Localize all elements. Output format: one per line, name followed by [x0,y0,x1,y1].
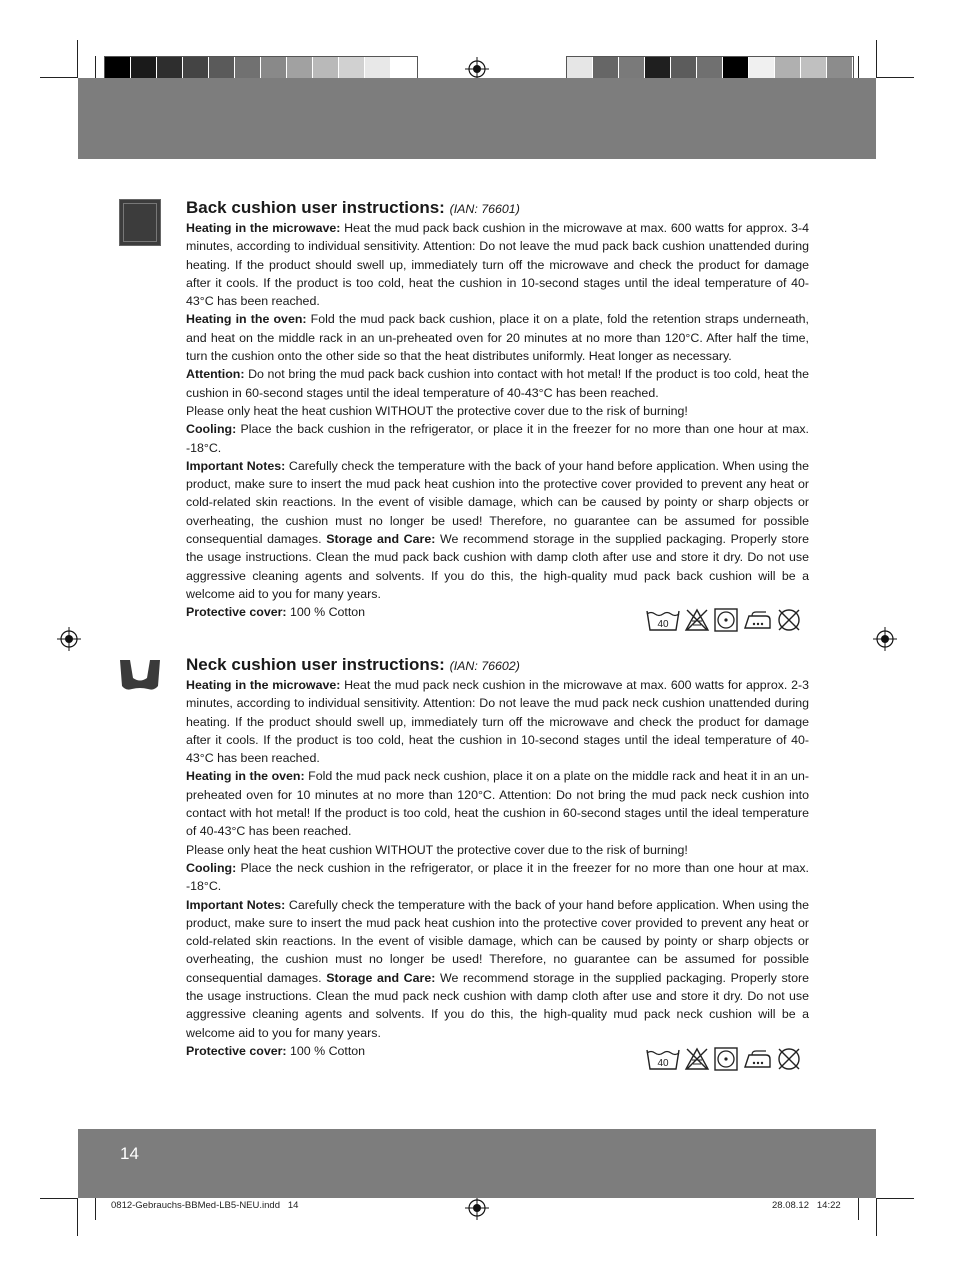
label-attention: Attention: [186,367,245,382]
label-oven: Heating in the oven: [186,769,305,784]
label-microwave: Heating in the microwave: [186,678,341,692]
text-cooling: Place the back cushion in the refrigerator, or place it in the freezer for no more than one hour at max. -18°C. [186,422,809,455]
label-important: Important Notes: [186,458,286,473]
crop-mark [876,1198,877,1236]
no-bleach-icon [684,608,710,632]
back-title: Back cushion user instructions: [186,198,445,217]
file-name: 0812-Gebrauchs-BBMed-LB5-NEU.indd 14 [111,1200,299,1211]
text-storage: We recommend storage in the supplied packaging. Properly store the usage instructions. Clean the mud pack neck cushion with damp cloth after use and store it dry. Do not use aggressive cleaning agents and solvents. If you do this, the high-quality mud pack neck cushion will be a welcome aid to you for many years. [186,970,809,1040]
label-cooling: Cooling: [186,422,237,437]
paragraph [186,676,809,767]
text-microwave: Heat the mud pack neck cushion in the microwave at max. 600 watts for approx. 2-3 minutes, according to individual sensitivity. Attention: Do not leave the mud pack neck cushion unattended during heating. If the product should swell up, immediately turn off the microwave and check the product for damage after it cools. If the product is too cold, heat the cushion in 10-second stages until the ideal temperature of 40-43°C has been reached. [186,678,809,766]
label-microwave: Heating in the microwave: [186,221,341,235]
text-important: Carefully check the temperature with the back of your hand before application. When using the product, make sure to insert the mud pack heat cushion into the protective cover provided to prevent any heat or cold-related skin reactions. In the event of visible damage, which can be caused by pointy or sharp objects or overheating, the cushion must no longer be used! Therefore, no guarantee can be assumed for possible consequential damages. [186,897,809,985]
text-cover: 100 % Cotton [286,605,366,620]
page-number: 14 [120,1144,139,1163]
footer-band [78,1129,876,1198]
tumble-dry-low-icon [714,1047,738,1071]
text-storage: We recommend storage in the supplied packaging. Properly store the usage instructions. Clean the mud pack back cushion with damp cloth after use and store it dry. Do not use aggressive cleaning agents and solvents. If you do this, the high-quality mud pack back cushion will be a welcome aid to you for many years. [186,532,809,601]
wash-40-icon [646,1047,680,1071]
label-storage: Storage and Care: [326,970,436,985]
crop-mark [77,40,78,78]
crop-mark [876,1198,914,1199]
crop-mark [40,77,78,78]
crop-mark [95,1198,96,1220]
back-cushion-section [186,198,809,622]
neck-cushion-section [186,655,809,1060]
paragraph [186,767,809,840]
wash-temp: 40 [657,619,669,630]
back-cushion-icon [119,199,161,246]
label-storage: Storage and Care: [326,532,436,547]
wash-temp: 40 [657,1058,669,1069]
iron-icon [742,608,772,632]
label-oven: Heating in the oven: [186,312,307,327]
neck-title: Neck cushion user instructions: [186,655,445,674]
timestamp: 28.08.12 14:22 [772,1200,841,1211]
paragraph [186,896,809,1042]
wash-40-icon [646,608,680,632]
neck-ian: (IAN: 76602) [449,659,520,673]
care-symbols [646,1047,802,1071]
care-symbols [646,608,802,632]
paragraph [186,219,809,310]
text-attention: Do not bring the mud pack back cushion into contact with hot metal! If the product is too cold, heat the cushion in 60-second stages until the ideal temperature of 40-43°C has been reached. [186,367,809,400]
text-cover-warning: Please only heat the heat cushion WITHOUT the protective cover due to the risk of burning! [186,403,688,418]
paragraph [186,420,809,457]
paragraph [186,841,809,859]
paragraph [186,310,809,365]
text-microwave: Heat the mud pack back cushion in the microwave at max. 600 watts for approx. 3-4 minutes, according to individual sensitivity. Attention: Do not leave the mud pack back cushion unattended during heating. If the product should swell up, immediately turn off the microwave and check the product for damage after it cools. If the product is too cold, heat the cushion in 10-second stages until the ideal temperature of 40-43°C has been reached. [186,221,809,309]
crop-mark [77,1198,78,1236]
label-important: Important Notes: [186,897,286,912]
label-cooling: Cooling: [186,860,237,875]
text-oven: Fold the mud pack back cushion, place it on a plate, fold the retention straps underneath, and heat on the middle rack in an un-preheated oven for 20 minutes at no more than 120°C. After half the time, turn the cushion onto the other side so that the heat distributes uniformly. Heat longer as necessary. [186,312,809,364]
back-ian: (IAN: 76601) [449,202,520,216]
header-band [78,78,876,159]
registration-mark-icon [57,627,81,651]
paragraph [186,859,809,896]
no-bleach-icon [684,1047,710,1071]
crop-mark [858,1198,859,1220]
text-oven: Fold the mud pack neck cushion, place it on a plate on the middle rack and heat it in an un-preheated oven for 10 minutes at no more than 120°C. Attention: Do not bring the mud pack neck cushion into contact with hot metal! If the product is too cold, heat the cushion in 60-second stages until the ideal temperature of 40-43°C has been reached. [186,769,809,839]
registration-mark-icon [873,627,897,651]
no-dry-clean-icon [776,1047,802,1071]
crop-mark [95,56,96,78]
tumble-dry-low-icon [714,608,738,632]
label-cover: Protective cover: [186,605,287,620]
label-cover: Protective cover: [186,1043,287,1058]
text-cover-warning: Please only heat the heat cushion WITHOUT the protective cover due to the risk of burning! [186,842,688,857]
registration-mark-icon [465,1196,489,1220]
section-title [186,655,809,676]
text-cover: 100 % Cotton [286,1043,366,1058]
crop-mark [876,40,877,78]
section-title [186,198,809,219]
crop-mark [858,56,859,78]
text-important: Carefully check the temperature with the back of your hand before application. When using the product, make sure to insert the mud pack heat cushion into the protective cover provided to prevent any heat or cold-related skin reactions. In the event of visible damage, which can be caused by pointy or sharp objects or overheating, the cushion must no longer be used! Therefore, no guarantee can be assumed for possible consequential damages. [186,458,809,547]
crop-mark [40,1198,78,1199]
paragraph [186,402,809,420]
neck-cushion-icon [118,658,162,692]
paragraph [186,365,809,402]
iron-icon [742,1047,772,1071]
crop-mark [876,77,914,78]
text-cooling: Place the neck cushion in the refrigerator, or place it in the freezer for no more than one hour at max. -18°C. [186,860,809,894]
no-dry-clean-icon [776,608,802,632]
paragraph [186,457,809,603]
